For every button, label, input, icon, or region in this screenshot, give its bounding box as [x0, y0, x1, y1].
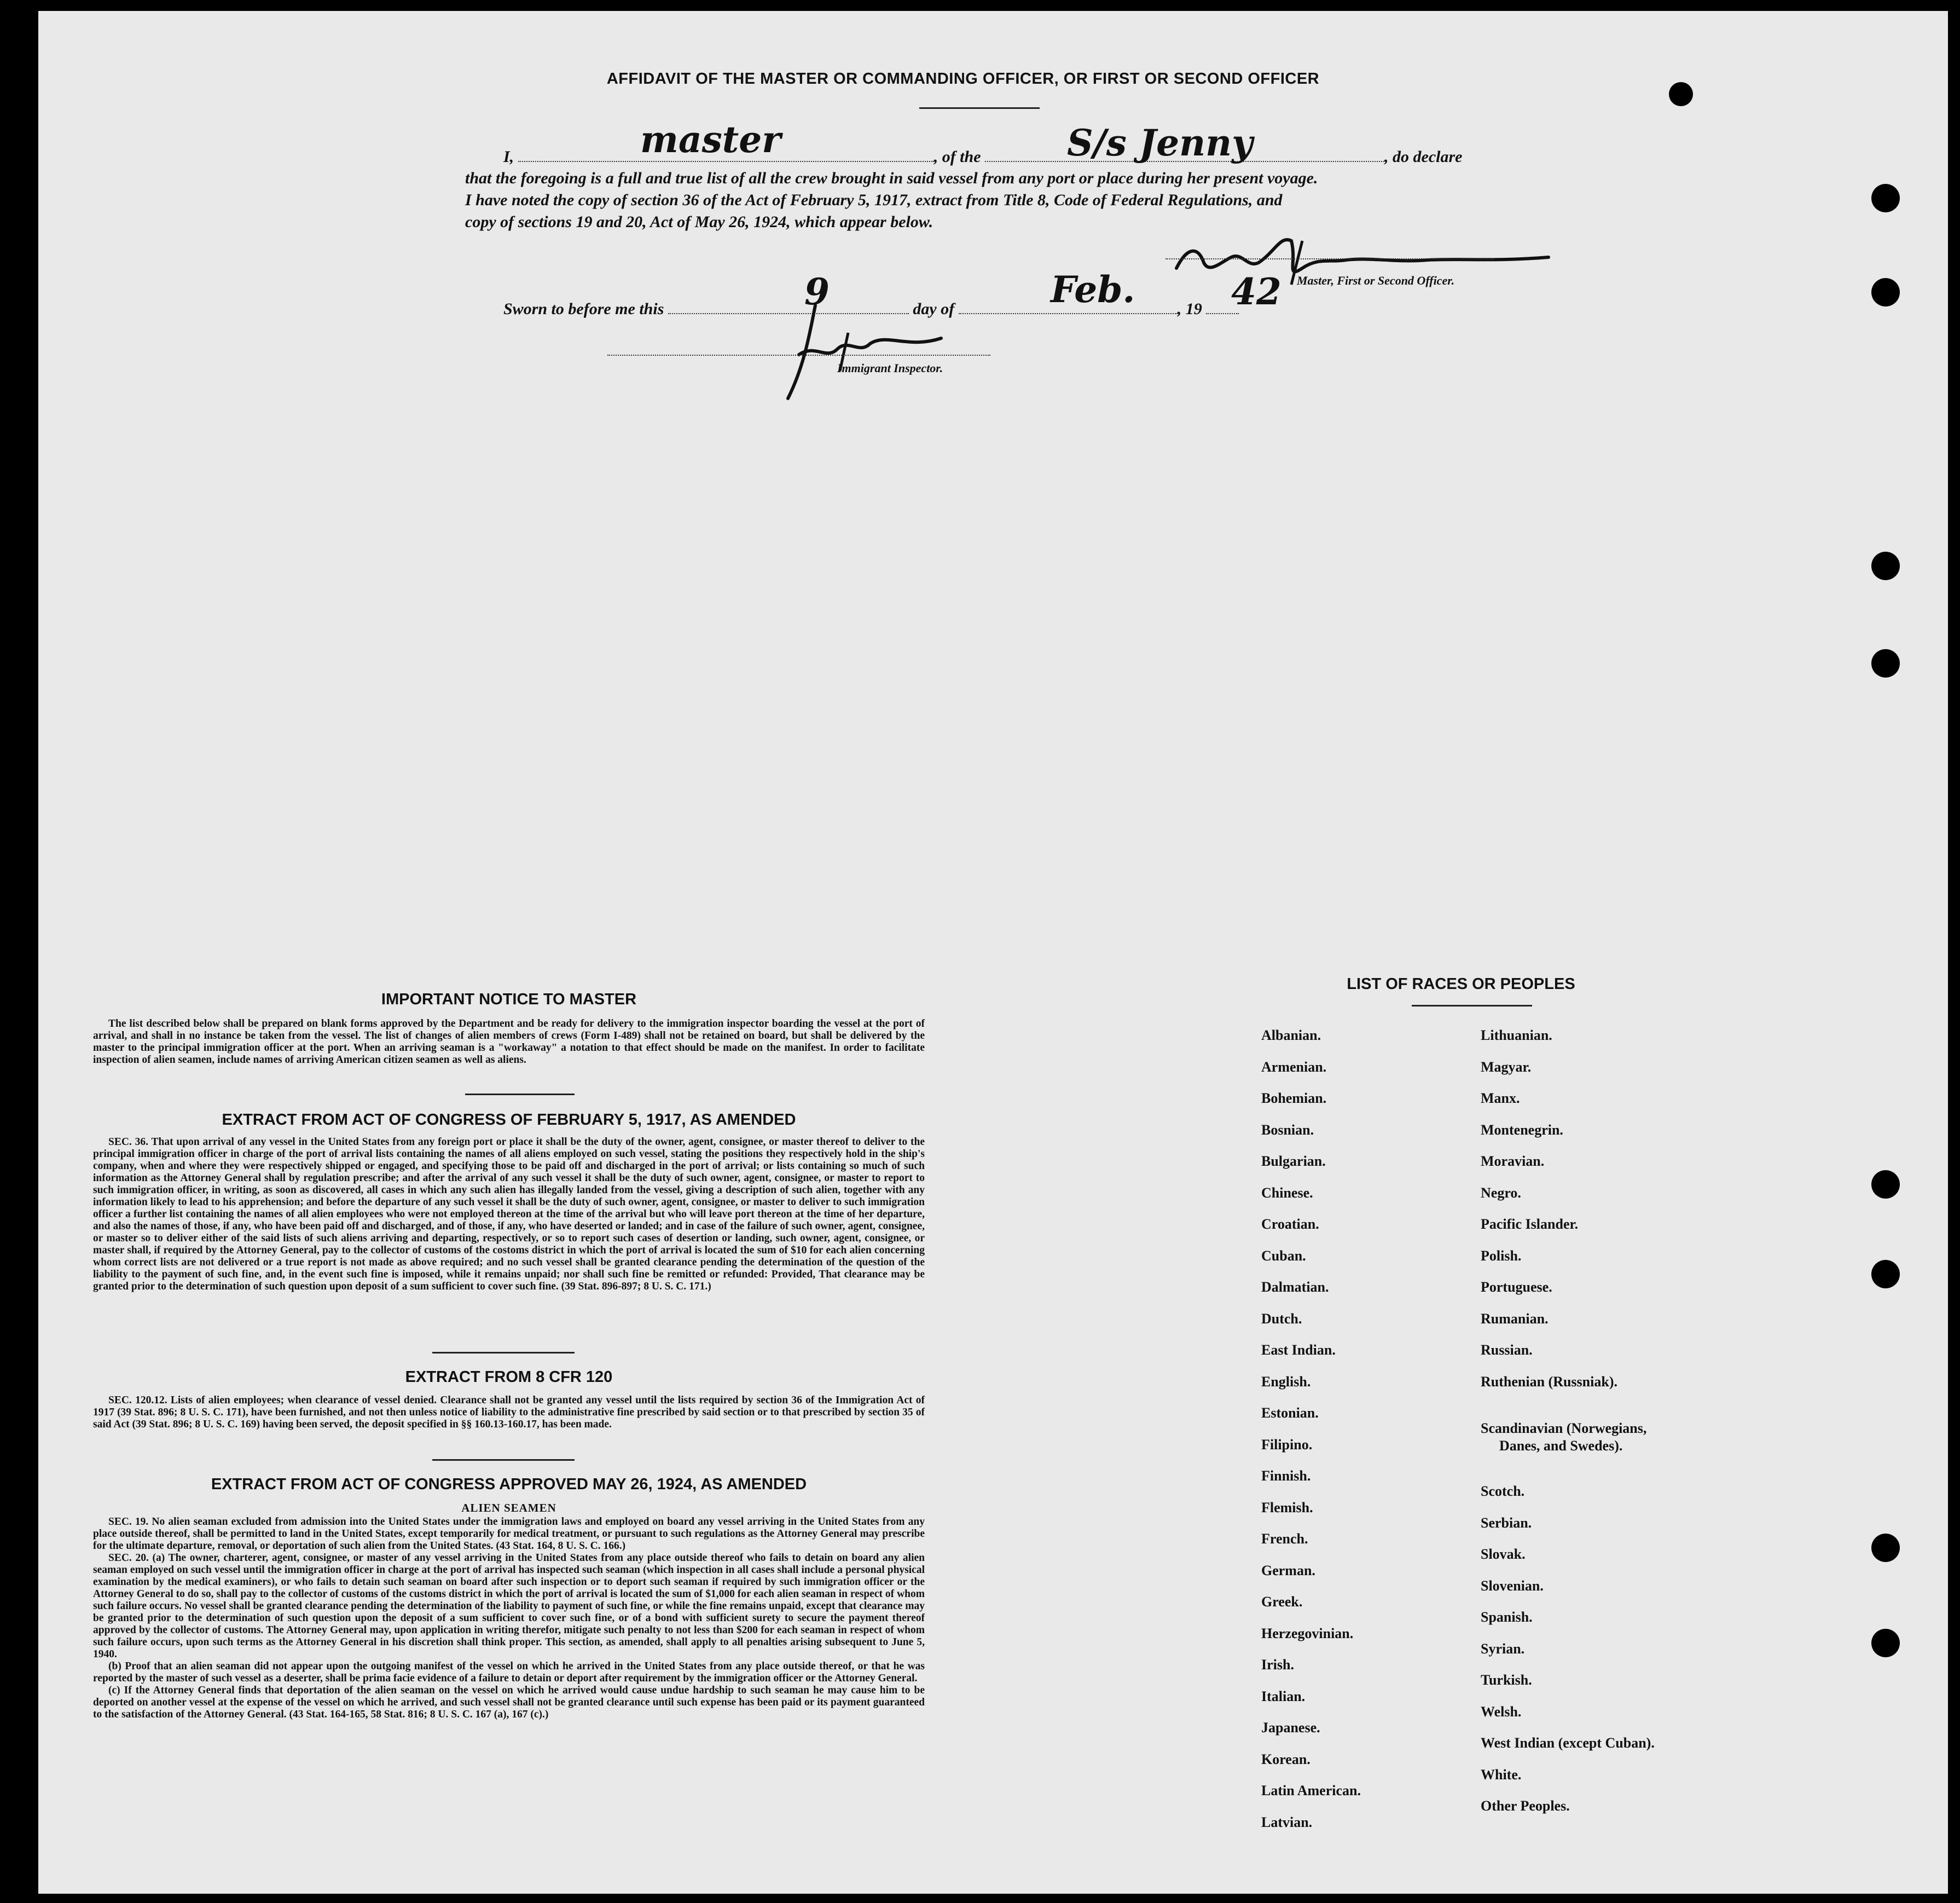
race-item: Dutch.: [1261, 1310, 1302, 1327]
race-item: Montenegrin.: [1481, 1121, 1563, 1138]
race-item: Estonian.: [1261, 1405, 1319, 1421]
race-item: German.: [1261, 1562, 1315, 1578]
handwritten-year: 42: [1231, 270, 1281, 313]
extract-1917-paragraph: SEC. 36. That upon arrival of any vessel in the United States from any foreign port or place it shall be the duty of the owner, agent, consignee, or master thereof to deliver to the principal immigration officer in charge of the port of arrival lists containing the names of all aliens employed on such vessel, stating the positions they respectively hold in the ship's company, when and where they were respectively shipped or engaged, and specifying those to be paid off and discharged in the port of arrival; or lists containing so much of such information as the Attorney General shall by regulation prescribe; and after the arrival of any such vessel it shall be the duty of such owner, agent, consignee, or master to report to such immigration officer, in writing, as soon as discovered, all cases in which any such alien has illegally landed from the vessel, giving a description of such alien, together with any information likely to lead to his apprehension; and before the departure of any such vessel it shall be the duty of such owner, agent, consignee, or master to deliver to such immigration officer a further list containing the names of all alien employees who were not employed thereon at the time of the arrival but who will leave port thereon at the time of her departure, and also the names of those, if any, who have been paid off and discharged, and of those, if any, who have deserted or landed; and in case of the failure of such owner, agent, consignee, or master so to deliver either of the said lists of such aliens arriving and departing, respectively, or so to report such cases of desertion or landing, such owner, agent, consignee, or master shall, if required by the Attorney General, pay to the collector of customs of the costoms district in which the port of arrival is located the sum of $10 for each alien concerning whom correct lists are not delivered or a true report is not made as above required; and no such vessel shall be granted clearance pending the determination of the question of the liability to the payment of such fine, and, in the event such fine is imposed, while it remains unpaid; nor shall such fine be remitted or refunded: Provided, That clearance may be granted prior to the determination of such question upon deposit of a sum sufficient to cover such fine. (39 Stat. 896-897; 8 U. S. C. 171.): [93, 1136, 925, 1292]
race-item: Negro.: [1481, 1184, 1521, 1201]
extract-1924-sec19: SEC. 19. No alien seaman excluded from admission into the United States under the immigration laws and employed on board any vessel arriving in the United States from any place outside thereof, shall be permitted to land in the United States, except temporarily for medical treatment, or pursuant to such regulations as the Attorney General may prescribe for the ultimate departure, removal, or deportation of such alien from the United States. (43 Stat. 164, 8 U. S. C. 166.): [93, 1516, 925, 1552]
extract-1917-body: [93, 1136, 925, 1293]
race-item: Slovak.: [1481, 1546, 1526, 1562]
section-rule: [465, 1094, 575, 1095]
race-item: East Indian.: [1261, 1342, 1336, 1358]
races-title-rule: [1412, 1005, 1532, 1007]
race-item: Japanese.: [1261, 1720, 1320, 1736]
punch-hole: [1669, 82, 1693, 106]
punch-hole: [1871, 1170, 1900, 1199]
race-item: Italian.: [1261, 1688, 1306, 1704]
extract-1924-sec20a: SEC. 20. (a) The owner, charterer, agent, consignee, or master of any vessel arriving in the United States from any place outside thereof who fails to detain on board any alien seaman employed on such vessel until the immigration officer in charge at the port of arrival has inspected such seaman (which inspection in all cases shall include a personal physical examination by the medical examiners), or who fails to detain such seaman on board after such inspection or to deport such seaman if required by such immigration officer or the Attorney General to do so, shall pay to the collector of customs of the customs district in which the port of arrival is located the sum of $1,000 for each alien seaman in respect of whom such failure occurs. No vessel shall be granted clearance pending the determination of the liability to payment of such fine, or while the fine remains unpaid, except that clearance may be granted prior to the determination of such question upon the deposit of a sum sufficient to cover such fine, or of a bond with sufficient surety to secure the payment thereof approved by the collector of customs. The Attorney General may, upon application in writing therefor, mitigate such penalty to not less than $200 for each seaman in respect of whom such failure occurs, upon such terms as the Attorney General in his discretion shall think proper. This section, as amended, shall apply to all penalties arising subsequent to June 5, 1940.: [93, 1552, 925, 1660]
race-item: Rumanian.: [1481, 1310, 1549, 1327]
race-item: West Indian (except Cuban).: [1481, 1735, 1655, 1751]
master-signature-line: [1165, 257, 1494, 259]
race-item: Scotch.: [1481, 1483, 1525, 1499]
extract-cfr-body: [93, 1395, 925, 1431]
punch-hole: [1871, 649, 1900, 678]
race-item: English.: [1261, 1373, 1311, 1390]
inspector-label: Immigrant Inspector.: [837, 361, 943, 375]
races-title: LIST OF RACES OR PEOPLES: [1347, 975, 1575, 993]
punch-hole: [1871, 184, 1900, 212]
section-rule: [432, 1352, 575, 1353]
race-item: Bulgarian.: [1261, 1153, 1326, 1169]
extract-1924-sec20b: (b) Proof that an alien seaman did not appear upon the outgoing manifest of the vessel on which he arrived in the United States from any place outside thereof, or that he was reported by the master of such vessel as a deserter, shall be prima facie evidence of a failure to detain or deport after requirement by the immigration officer or the Attorney General.: [93, 1661, 925, 1684]
race-item: Irish.: [1261, 1657, 1294, 1673]
race-item: Dalmatian.: [1261, 1279, 1329, 1295]
handwritten-rank: master: [640, 118, 781, 161]
race-item: Spanish.: [1481, 1609, 1533, 1625]
race-item: Slovenian.: [1481, 1577, 1544, 1594]
punch-hole: [1871, 1629, 1900, 1657]
race-item: Greek.: [1261, 1594, 1303, 1610]
race-item: Other Peoples.: [1481, 1798, 1570, 1814]
extract-1917-title: EXTRACT FROM ACT OF CONGRESS OF FEBRUARY 5, 1917, AS AMENDED: [222, 1111, 796, 1129]
affidavit-title: AFFIDAVIT OF THE MASTER OR COMMANDING OFFICER, OR FIRST OR SECOND OFFICER: [606, 70, 1320, 88]
race-item: Bohemian.: [1261, 1090, 1327, 1106]
race-item: Bosnian.: [1261, 1121, 1314, 1138]
punch-hole: [1871, 1260, 1900, 1288]
punch-hole: [1871, 1534, 1900, 1562]
extract-cfr-title: EXTRACT FROM 8 CFR 120: [405, 1368, 613, 1386]
title-rule: [919, 107, 1040, 109]
race-item: Korean.: [1261, 1751, 1310, 1767]
race-item: Serbian.: [1481, 1514, 1532, 1531]
handwritten-month: Feb.: [1051, 268, 1135, 311]
declaration-line-1: [465, 144, 1521, 168]
race-item: Russian.: [1481, 1342, 1533, 1358]
race-item: Croatian.: [1261, 1216, 1319, 1232]
sworn-line: [503, 297, 1559, 320]
punch-hole: [1871, 552, 1900, 580]
race-item: Pacific Islander.: [1481, 1216, 1579, 1232]
race-item: Cuban.: [1261, 1247, 1306, 1264]
notice-paragraph: The list described below shall be prepared on blank forms approved by the Department and be ready for delivery to the immigration inspector boarding the vessel at the port of arrival, and shall in no instance be taken from the vessel. The list of changes of alien members of crews (Form I-489) shall not be retained on board, but shall be delivered by the master to the principal immigration officer at the port. When an arriving seaman is a "workaway" a notation to that effect should be made on the manifest. In order to facilitate inspection of alien seamen, include names of arriving American citizen seamen as well as aliens.: [93, 1018, 925, 1066]
declaration-line-2: that the foregoing is a full and true list of all the crew brought in said vessel from any port or place during her present voyage.: [465, 169, 1318, 187]
race-item: Turkish.: [1481, 1672, 1532, 1688]
handwritten-vessel: S/s Jenny: [1067, 122, 1253, 164]
race-item: Moravian.: [1481, 1153, 1545, 1169]
extract-cfr-paragraph: SEC. 120.12. Lists of alien employees; when clearance of vessel denied. Clearance shall not be granted any vessel until the lists required by section 36 of the Immigration Act of 1917 (39 Stat. 896; 8 U. S. C. 171), have been furnished, and not then unless notice of liability to the administrative fine prescribed by said section or to that prescribed by section 35 of said Act (39 Stat. 896; 8 U. S. C. 169) having been served, the deposit specified in §§ 160.13-160.17, has been made.: [93, 1395, 925, 1430]
race-item: French.: [1261, 1531, 1308, 1547]
race-item: Flemish.: [1261, 1499, 1313, 1516]
master-label: Master, First or Second Officer.: [1297, 274, 1455, 287]
race-item: Syrian.: [1481, 1640, 1525, 1657]
do-declare-label: , do declare: [1384, 148, 1463, 166]
year-prefix: , 19: [1177, 300, 1202, 318]
race-item: Herzegovinian.: [1261, 1625, 1354, 1641]
race-item: Polish.: [1481, 1247, 1522, 1264]
handwritten-day: 9: [804, 270, 830, 313]
race-item: Ruthenian (Russniak).: [1481, 1373, 1617, 1390]
declaration-line-3: I have noted the copy of section 36 of the Act of February 5, 1917, extract from Title 8, Code of Federal Regulations, and: [465, 191, 1283, 209]
extract-1924-sec20c: (c) If the Attorney General finds that deportation of the alien seaman on the vessel on which he arrived would cause undue hardship to such seaman he may cause him to be deported on another vessel at the expense of the vessel on which he arrived, and such vessel shall not be granted clearance until such expense has been paid or its payment guaranteed to the satisfaction of the Attorney General. (43 Stat. 164-165, 58 Stat. 816; 8 U. S. C. 167 (a), 167 (c).): [93, 1685, 925, 1720]
race-item: Chinese.: [1261, 1184, 1313, 1201]
notice-title: IMPORTANT NOTICE TO MASTER: [381, 991, 637, 1008]
day-of-label: day of: [913, 300, 955, 318]
declaration-line-4: copy of sections 19 and 20, Act of May 26, 1924, which appear below.: [465, 213, 933, 231]
of-the-label: , of the: [933, 148, 981, 166]
race-item: Scandinavian (Norwegians,: [1481, 1420, 1647, 1436]
inspector-signature: [777, 300, 955, 404]
extract-1924-subtitle: ALIEN SEAMEN: [461, 1501, 556, 1514]
race-item: White.: [1481, 1766, 1522, 1783]
extract-1924-title: EXTRACT FROM ACT OF CONGRESS APPROVED MAY 26, 1924, AS AMENDED: [211, 1476, 807, 1493]
race-item: Lithuanian.: [1481, 1027, 1552, 1043]
race-item: Latin American.: [1261, 1783, 1361, 1798]
race-item: Filipino.: [1261, 1436, 1313, 1453]
declaration-i: I,: [503, 148, 514, 166]
section-rule: [432, 1459, 575, 1461]
inspector-signature-line: [607, 355, 990, 356]
race-item: Finnish.: [1261, 1468, 1311, 1484]
notice-body: [93, 1018, 925, 1066]
race-item: Manx.: [1481, 1090, 1520, 1106]
punch-hole: [1871, 278, 1900, 306]
race-item: Latvian.: [1261, 1814, 1313, 1830]
extract-1924-body: [93, 1501, 925, 1721]
race-item: Portuguese.: [1481, 1279, 1552, 1295]
race-item: Welsh.: [1481, 1703, 1522, 1720]
race-item: Albanian.: [1261, 1027, 1321, 1043]
race-item: Magyar.: [1481, 1058, 1532, 1075]
sworn-prefix: Sworn to before me this: [503, 300, 664, 318]
race-item: Danes, and Swedes).: [1499, 1438, 1623, 1454]
race-item: Armenian.: [1261, 1058, 1327, 1075]
